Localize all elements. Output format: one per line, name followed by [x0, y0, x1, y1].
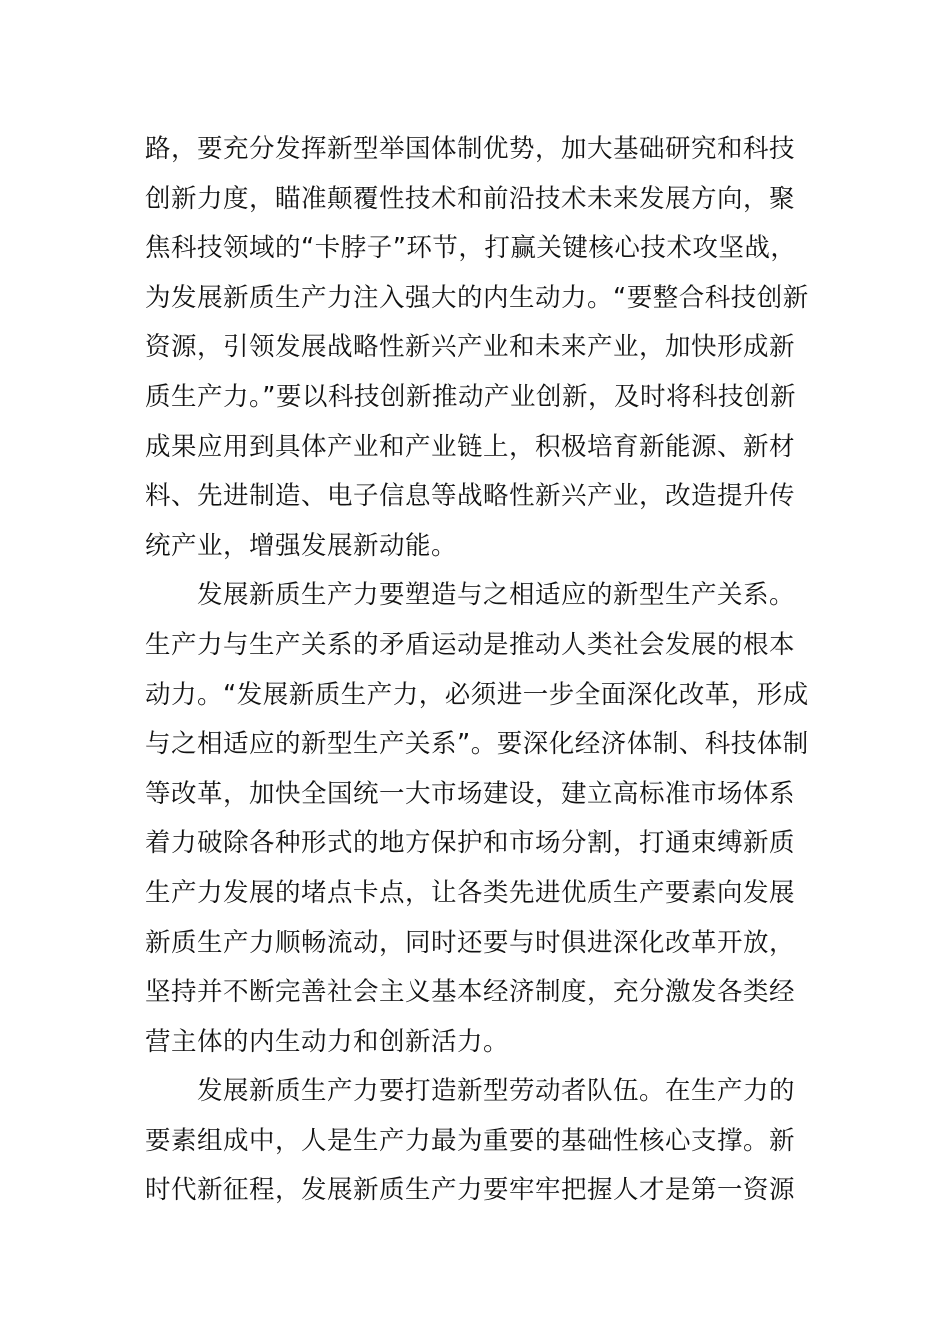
text-line: 生产力发展的堵点卡点，让各类先进优质生产要素向发展	[145, 877, 796, 908]
body-text	[145, 125, 807, 1216]
text-line: 要素组成中，人是生产力最为重要的基础性核心支撑。新	[145, 1125, 796, 1156]
text-line: 创新力度，瞄准颠覆性技术和前沿技术未来发展方向，聚	[145, 183, 796, 214]
text-line: 着力破除各种形式的地方保护和市场分割，打通束缚新质	[145, 828, 796, 859]
text-line: 新质生产力顺畅流动，同时还要与时俱进深化改革开放，	[145, 927, 796, 958]
text-line: 质生产力。”要以科技创新推动产业创新，及时将科技创新	[145, 381, 796, 412]
text-line: 时代新征程，发展新质生产力要牢牢把握人才是第一资源	[145, 1175, 796, 1206]
text-line: 等改革，加快全国统一大市场建设，建立高标准市场体系	[145, 778, 796, 809]
text-line: 成果应用到具体产业和产业链上，积极培育新能源、新材	[145, 431, 796, 462]
text-line: 料、先进制造、电子信息等战略性新兴产业，改造提升传	[145, 481, 796, 512]
paragraph-start-line: 发展新质生产力要打造新型劳动者队伍。在生产力的	[197, 1076, 796, 1107]
paragraph-start-line: 发展新质生产力要塑造与之相适应的新型生产关系。	[197, 580, 796, 611]
text-line: 统产业，增强发展新动能。	[145, 530, 458, 561]
text-line: 为发展新质生产力注入强大的内生动力。“要整合科技创新	[145, 282, 809, 313]
text-line: 生产力与生产关系的矛盾运动是推动人类社会发展的根本	[145, 629, 796, 660]
text-line: 焦科技领域的“卡脖子”环节，打赢关键核心技术攻坚战，	[145, 233, 797, 264]
text-line: 动力。“发展新质生产力，必须进一步全面深化改革，形成	[145, 679, 809, 710]
text-line: 与之相适应的新型生产关系”。要深化经济体制、科技体制	[145, 729, 809, 760]
text-line: 资源，引领发展战略性新兴产业和未来产业，加快形成新	[145, 332, 796, 363]
text-line: 营主体的内生动力和创新活力。	[145, 1026, 510, 1057]
text-line: 路，要充分发挥新型举国体制优势，加大基础研究和科技	[145, 134, 796, 164]
text-line: 坚持并不断完善社会主义基本经济制度，充分激发各类经	[145, 977, 796, 1008]
